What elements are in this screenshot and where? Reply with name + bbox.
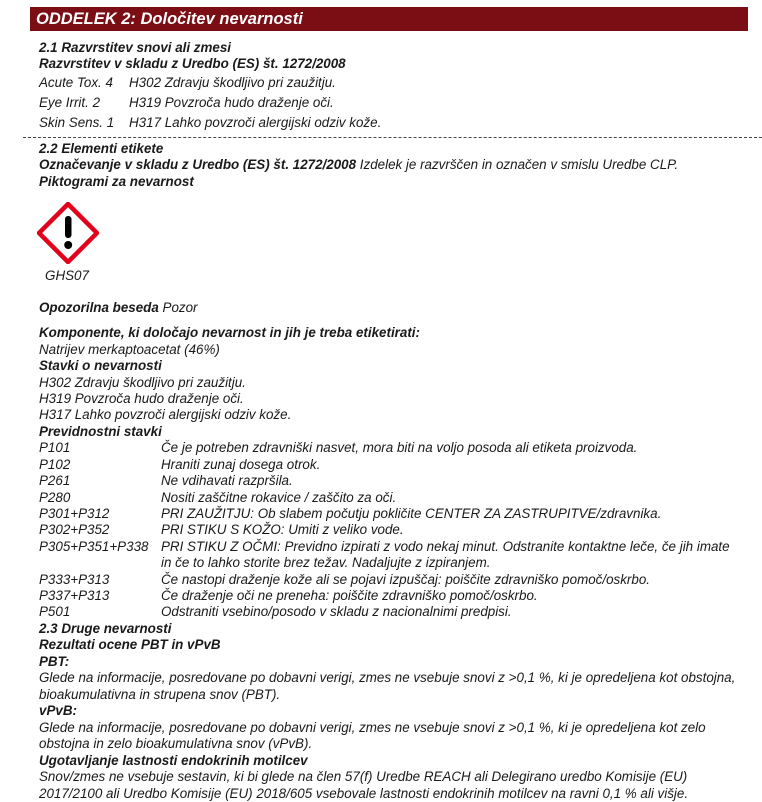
pbt-label: PBT:: [39, 653, 70, 669]
classification-row: [39, 93, 753, 113]
hazard-class: Skin Sens. 1: [39, 114, 115, 130]
labelling-text: Izdelek je razvrščen in označen v smislu Uredbe CLP.: [356, 157, 679, 173]
vpvb-text: Glede na informacije, posredovane po dobavni verigi, zmes ne vsebuje snovi z >0,1 %, ki je opredeljena kot zelo obstojna in zelo bioakumulativna snov (vPvB).: [39, 719, 706, 752]
p-code: P305+P351+P338: [39, 538, 149, 554]
classification-row: [39, 73, 753, 93]
precautionary-row: [39, 440, 753, 456]
p-code: P261: [39, 473, 71, 489]
p-code: P101: [39, 440, 71, 456]
precautionary-list: [39, 440, 753, 620]
signal-word: Pozor: [158, 300, 198, 316]
hazard-class: Eye Irrit. 2: [39, 94, 101, 110]
p-text: Če draženje oči ne preneha: poiščite zdravniško pomoč/oskrbo.: [161, 587, 538, 603]
hazard-statements-heading: Stavki o nevarnosti: [39, 358, 162, 374]
p-code: P301+P312: [39, 505, 110, 521]
precautionary-row: [39, 539, 753, 572]
p-code: P280: [39, 489, 71, 505]
signal-word-line: [39, 300, 753, 316]
endocrine-text: Snov/zmes ne vsebuje sestavin, ki bi glede na člen 57(f) Uredbe REACH ali Delegirano uredbo Komisije (EU) 2017/2100 ali Uredbo Komisije (EU) 2018/605 vsebovale lastnosti endokrinih motilcev na ravni 0,1 % ali višje.: [39, 769, 689, 801]
section-title-banner: ODDELEK 2: Določitev nevarnosti: [30, 7, 748, 31]
hazard-statement: H319 Povzroča hudo draženje oči.: [129, 94, 334, 110]
precautionary-row: [39, 506, 753, 522]
p-text: Ne vdihavati razpršila.: [161, 473, 293, 489]
precautionary-row: [39, 604, 753, 620]
pictogram-label: GHS07: [45, 268, 89, 284]
classification-list: [39, 73, 753, 133]
components-heading: Komponente, ki določajo nevarnost in jih je treba etiketirati:: [39, 325, 420, 341]
classification-subheading: Razvrstitev v skladu z Uredbo (ES) št. 1272/2008: [39, 56, 346, 72]
hazard-statement: H317 Lahko povzroči alergijski odziv kože.: [129, 114, 382, 130]
p-text: Če je potreben zdravniški nasvet, mora biti na voljo posoda ali etiketa proizvoda.: [161, 440, 638, 456]
hazard-statement: H319 Povzroča hudo draženje oči.: [39, 391, 244, 407]
p-text: PRI STIKU S KOŽO: Umiti z veliko vode.: [161, 522, 404, 538]
heading-2-3: 2.3 Druge nevarnosti: [39, 620, 172, 636]
heading-2-2: 2.2 Elementi etikete: [39, 140, 164, 156]
precautionary-row: [39, 588, 753, 604]
precautionary-row: [39, 490, 753, 506]
precautionary-heading: Previdnostni stavki: [39, 423, 162, 439]
p-text: PRI STIKU Z OČMI: Previdno izpirati z vodo nekaj minut. Odstranite kontaktne leče, če jih imate in če to lahko storite brez težav. Nadaljujte z izpiranjem.: [161, 538, 730, 571]
section-content: [39, 40, 753, 802]
component-name: Natrijev merkaptoacetat (46%): [39, 341, 220, 357]
labelling-regulation: Označevanje v skladu z Uredbo (ES) št. 1272/2008: [39, 157, 357, 173]
p-text: Odstraniti vsebino/posodo v skladu z nacionalnimi predpisi.: [161, 604, 512, 620]
p-code: P302+P352: [39, 522, 110, 538]
pbt-text: Glede na informacije, posredovane po dobavni verigi, zmes ne vsebuje snovi z >0,1 %, ki je opredeljena kot obstojna, bioakumulativna in strupena snov (PBT).: [39, 669, 736, 702]
heading-2-1: 2.1 Razvrstitev snovi ali zmesi: [39, 40, 232, 55]
p-code: P102: [39, 456, 71, 472]
precautionary-row: [39, 473, 753, 489]
endocrine-heading: Ugotavljanje lastnosti endokrinih motilcev: [39, 752, 308, 768]
p-code: P337+P313: [39, 587, 110, 603]
p-text: Nositi zaščitne rokavice / zaščito za oči.: [161, 489, 397, 505]
pictograms-heading: Piktogrami za nevarnost: [39, 173, 194, 189]
hazard-class: Acute Tox. 4: [39, 74, 113, 90]
classification-row: [39, 113, 753, 133]
vpvb-label: vPvB:: [39, 703, 77, 719]
hazard-statement: H302 Zdravju škodljivo pri zaužitju.: [129, 74, 336, 90]
ghs07-pictogram: [37, 202, 103, 284]
p-code: P333+P313: [39, 571, 110, 587]
hazard-statement: H302 Zdravju škodljivo pri zaužitju.: [39, 374, 246, 390]
precautionary-row: [39, 522, 753, 538]
p-text: Hraniti zunaj dosega otrok.: [161, 456, 321, 472]
exclamation-mark-icon: [37, 202, 99, 264]
p-text: Če nastopi draženje kože ali se pojavi izpuščaj: poiščite zdravniško pomoč/oskrbo.: [161, 571, 651, 587]
precautionary-row: [39, 457, 753, 473]
p-text: PRI ZAUŽITJU: Ob slabem počutju pokličite CENTER ZA ZASTRUPITVE/zdravnika.: [161, 505, 662, 521]
pbt-heading: Rezultati ocene PBT in vPvB: [39, 637, 221, 653]
labelling-line: [39, 157, 753, 173]
precautionary-row: [39, 572, 753, 588]
hazard-statement: H317 Lahko povzroči alergijski odziv kože.: [39, 407, 292, 423]
section-divider: [23, 137, 762, 138]
signal-word-label: Opozorilna beseda: [39, 300, 159, 316]
p-code: P501: [39, 604, 71, 620]
